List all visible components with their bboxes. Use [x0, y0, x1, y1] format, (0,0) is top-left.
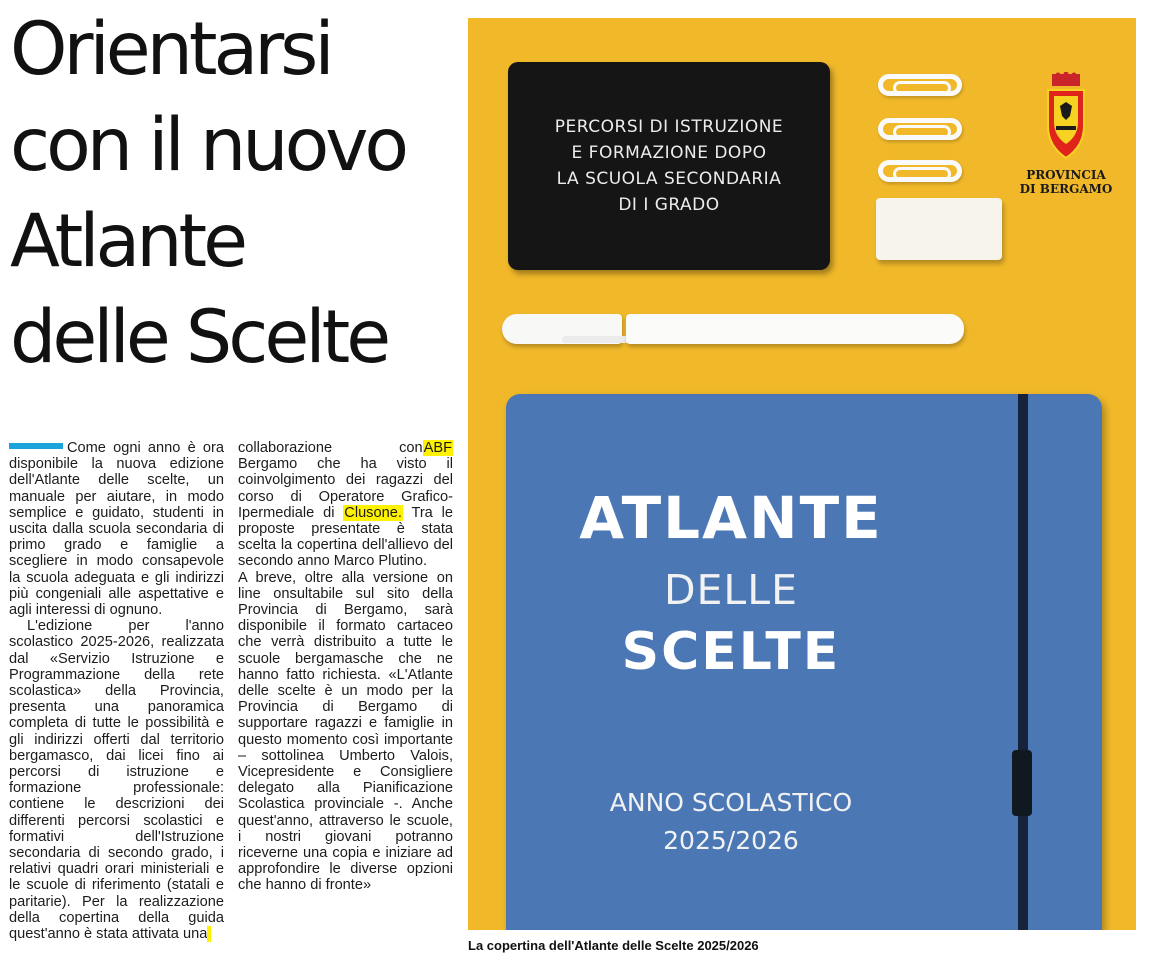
paperclip-icon — [878, 160, 962, 182]
article-paragraph-2: L'edizione per l'anno scolastico 2025-2026, realizzata dal «Servizio Istruzione e Programmazione della rete scolastica» della Provincia, presenta una panoramica completa di tutte le possibilità e gli indirizzi offerti dal territorio bergamasco, dai licei fino ai percorsi di istruzione e formazione professionale: contiene le descrizioni dei differenti percorsi scolastici e formativi dell'Istruzione secondaria di secondo grado, i relativi quadri orari ministeriali e le scuole di riferimento (statali e paritarie). Per la realizzazione della copertina della guida quest'anno è stata attivata una — [9, 618, 224, 943]
emblem-line-2: DI BERGAMO — [1019, 182, 1113, 196]
headline-line-3: Atlante — [10, 199, 245, 284]
eraser — [876, 198, 1002, 260]
province-emblem — [1016, 72, 1116, 196]
article-column-2 — [238, 440, 453, 894]
headline — [10, 2, 460, 386]
blackboard-line-1: PERCORSI DI ISTRUZIONE — [554, 117, 784, 137]
article-paragraph-2-cont: collaborazione conABF Bergamo che ha visto il coinvolgimento dei ragazzi del corso di Operatore Grafico-Ipermediale di Clusone. Tra le proposte presentate è stata scelta la copertina dell'allievo del secondo anno Marco Plutino. — [238, 440, 454, 570]
cover-title-scelte: SCELTE — [621, 622, 841, 682]
emblem-line-1: PROVINCIA — [1026, 168, 1106, 182]
blackboard-line-3: LA SCUOLA SECONDARIA — [556, 169, 782, 189]
paperclip-icon — [878, 74, 962, 96]
blackboard-line-2: E FORMAZIONE DOPO — [571, 143, 767, 163]
paperclip-icon — [878, 118, 962, 140]
blackboard — [508, 62, 830, 270]
headline-line-4: delle Scelte — [10, 295, 388, 380]
shield-icon — [1044, 72, 1088, 164]
article-paragraph-3-cont: A breve, oltre alla versione on line onsultabile sul sito della Provincia di Bergamo, sarà disponibile il formato cartaceo che verrà distribuito a tutte le scuole bergamasche che ne hanno fatto richiesta. «L'Atlante delle scelte è un modo per la Provincia di Bergamo di supportare ragazzi e famiglie in questo momento così importante – sottolinea Umberto Valois, Vicepresidente e Consigliere delegato alla Pianificazione Scolastica provinciale -. Anche quest'anno, attraverso le scuole, i nostri giovani potranno riceverne una copia e iniziare ad approfondire le diverse opzioni che hanno di fronte» — [238, 569, 454, 894]
article-paragraph-1: Come ogni anno è ora disponibile la nuova edizione dell'Atlante delle scelte, un manuale per aiutare, in modo semplice e guidato, studenti in uscita dalla scuola secondaria di primo grado e famiglie a scegliere in modo consapevole la scuola adeguata e gli indirizzi più congeniali alle aspettative e agli interessi di ognuno. — [9, 440, 224, 619]
notebook-cover — [506, 394, 1102, 930]
highlight-clusone — [209, 926, 211, 942]
cover-title-atlante: ATLANTE — [579, 484, 883, 552]
cover-years: 2025/2026 — [663, 826, 799, 855]
headline-line-1: Orientarsi — [10, 7, 331, 92]
headline-line-2: con il nuovo — [10, 103, 406, 188]
cover-photo — [468, 18, 1136, 930]
notebook-elastic-band — [1018, 394, 1028, 930]
notebook-pen-loop — [1012, 750, 1032, 816]
cover-title-delle: DELLE — [663, 566, 799, 614]
blackboard-line-4: DI I GRADO — [618, 195, 720, 215]
pen-body — [626, 314, 964, 344]
photo-caption: La copertina dell'Atlante delle Scelte 2025/2026 — [468, 938, 759, 953]
article-column-1 — [9, 440, 224, 942]
cover-year-label: ANNO SCOLASTICO — [609, 788, 853, 817]
pen — [502, 314, 964, 344]
lead-accent-bar — [9, 443, 63, 449]
